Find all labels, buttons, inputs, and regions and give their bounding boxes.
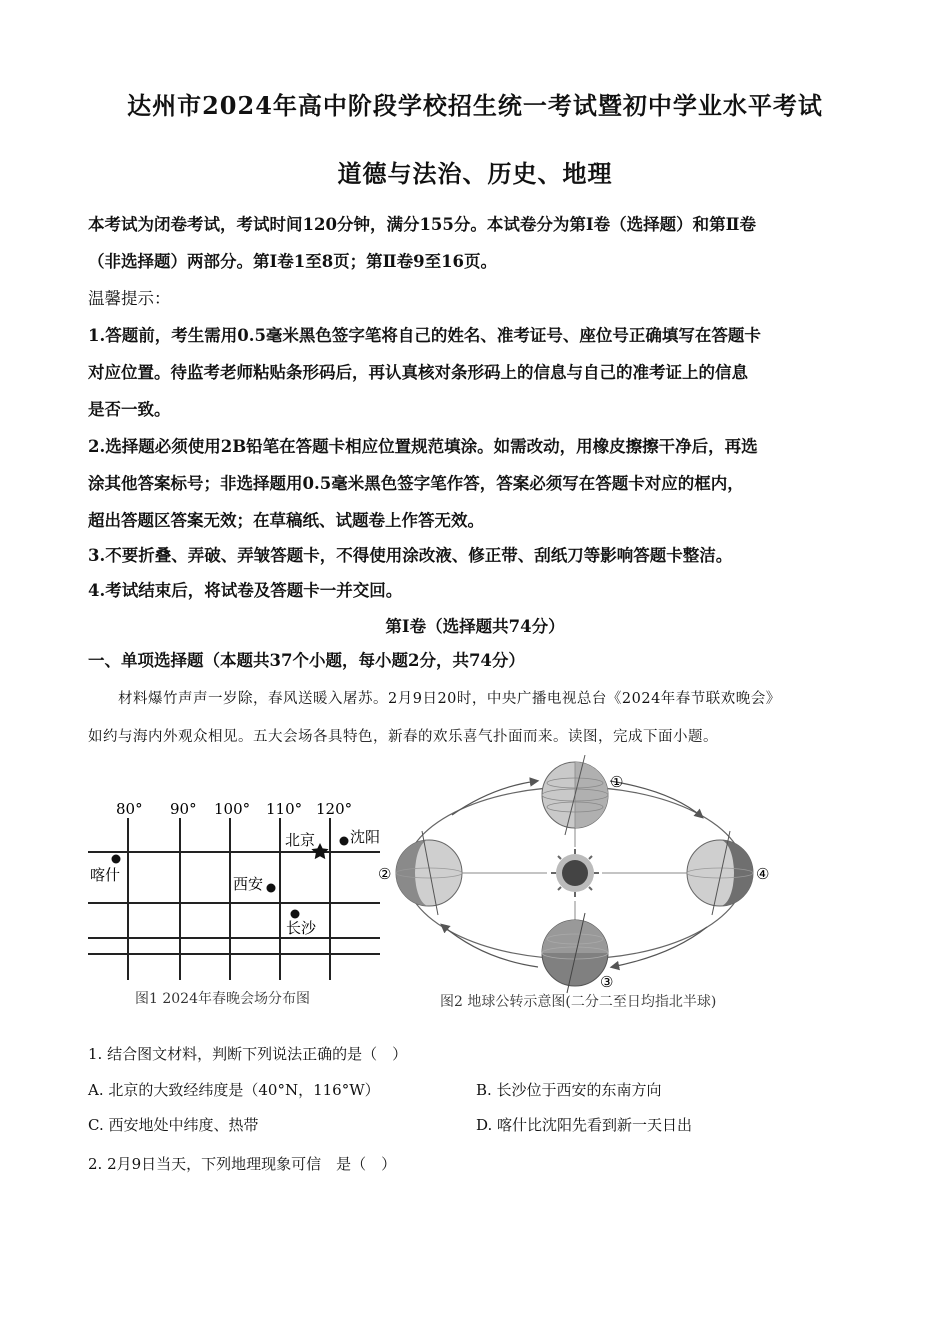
orbit-arrow [442, 925, 538, 967]
question-2-stem: 2. 2月9日当天，下列地理现象可信 是（ ） [88, 1155, 397, 1173]
material-line: 如约与海内外观众相见。五大会场各具特色，新春的欢乐喜气扑面而来。读图，完成下面小题。 [88, 729, 718, 745]
position-label: ② [378, 865, 392, 883]
city-label-beijing: 北京 [285, 831, 316, 849]
tip-line: 3.不要折叠、弄破、弄皱答题卡，不得使用涂改液、修正带、刮纸刀等影响答题卡整洁。 [88, 546, 733, 565]
question-1-option-b[interactable]: B. 长沙位于西安的东南方向 [476, 1081, 662, 1099]
figure1-venue-map [80, 790, 400, 1010]
city-label-xian: 西安 [233, 875, 264, 893]
tips-block [88, 280, 868, 609]
tip-line: 对应位置。待监考老师粘贴条形码后，再认真核对条形码上的信息与自己的准考证上的信息 [88, 363, 748, 382]
tips-heading: 温馨提示： [88, 289, 171, 308]
tip-line: 1.答题前，考生需用0.5毫米黑色签字笔将自己的姓名、准考证号、座位号正确填写在答题卡 [88, 326, 761, 345]
city-dot-changsha [291, 910, 300, 919]
question-1-option-a[interactable]: A. 北京的大致经纬度是（40°N，116°W） [88, 1081, 380, 1099]
city-label-shenyang: 沈阳 [350, 828, 381, 846]
intro-line: （非选择题）两部分。第Ⅰ卷1至8页；第Ⅱ卷9至16页。 [88, 252, 498, 271]
orbit-arrow [610, 781, 702, 817]
tip-line: 4.考试结束后，将试卷及答题卡一并交回。 [88, 581, 403, 600]
city-dot-kashgar [112, 855, 121, 864]
intro-line: 本考试为闭卷考试，考试时间120分钟，满分155分。本试卷分为第Ⅰ卷（选择题）和第Ⅱ卷 [88, 215, 757, 234]
city-label-kashgar: 喀什 [90, 866, 121, 884]
orbit-arrow [452, 781, 537, 815]
volume-title: 第Ⅰ卷（选择题共74分） [385, 617, 565, 636]
question-1-option-c[interactable]: C. 西安地处中纬度、热带 [88, 1116, 259, 1134]
sun-icon [551, 849, 599, 897]
city-dot-shenyang [340, 837, 349, 846]
earth-position-3-icon [542, 913, 608, 993]
city-label-changsha: 长沙 [286, 919, 317, 937]
figure2-earth-revolution-diagram [372, 755, 782, 1015]
longitude-label: 90° [170, 800, 197, 818]
longitude-label: 120° [316, 800, 353, 818]
earth-position-1-icon [542, 755, 608, 835]
position-label: ③ [600, 973, 614, 991]
material-line: 材料爆竹声声一岁除，春风送暖入屠苏。2月9日20时，中央广播电视总台《2024年春节联欢晚会》 [118, 691, 781, 707]
earth-position-4-icon [687, 831, 753, 915]
tip-line: 2.选择题必须使用2B铅笔在答题卡相应位置规范填涂。如需改动，用橡皮擦擦干净后，再选 [88, 437, 758, 456]
longitude-label: 80° [116, 800, 143, 818]
figure1-caption: 图1 2024年春晚会场分布图 [135, 991, 310, 1007]
question-1-stem: 1. 结合图文材料，判断下列说法正确的是（ ） [88, 1045, 408, 1063]
earth-position-2-icon [396, 831, 462, 915]
exam-intro [88, 206, 868, 280]
exam-subject-title: 道德与法治、历史、地理 [337, 159, 613, 188]
longitude-label: 100° [214, 800, 251, 818]
longitude-label: 110° [266, 800, 303, 818]
question-1-option-d[interactable]: D. 喀什比沈阳先看到新一天日出 [476, 1116, 693, 1134]
orbit-arrow [612, 927, 707, 967]
city-dot-xian [267, 884, 276, 893]
position-label: ④ [756, 865, 770, 883]
position-label: ① [610, 773, 624, 791]
part-title: 一、单项选择题（本题共37个小题，每小题2分，共74分） [88, 651, 525, 670]
exam-title: 达州市2024年高中阶段学校招生统一考试暨初中学业水平考试 [127, 91, 823, 120]
tip-line: 超出答题区答案无效；在草稿纸、试题卷上作答无效。 [88, 511, 484, 530]
figure2-caption: 图2 地球公转示意图(二分二至日均指北半球) [440, 994, 717, 1010]
tip-line: 是否一致。 [88, 400, 171, 419]
material-text [88, 680, 868, 756]
tip-line: 涂其他答案标号；非选择题用0.5毫米黑色签字笔作答，答案必须写在答题卡对应的框内， [88, 474, 744, 493]
